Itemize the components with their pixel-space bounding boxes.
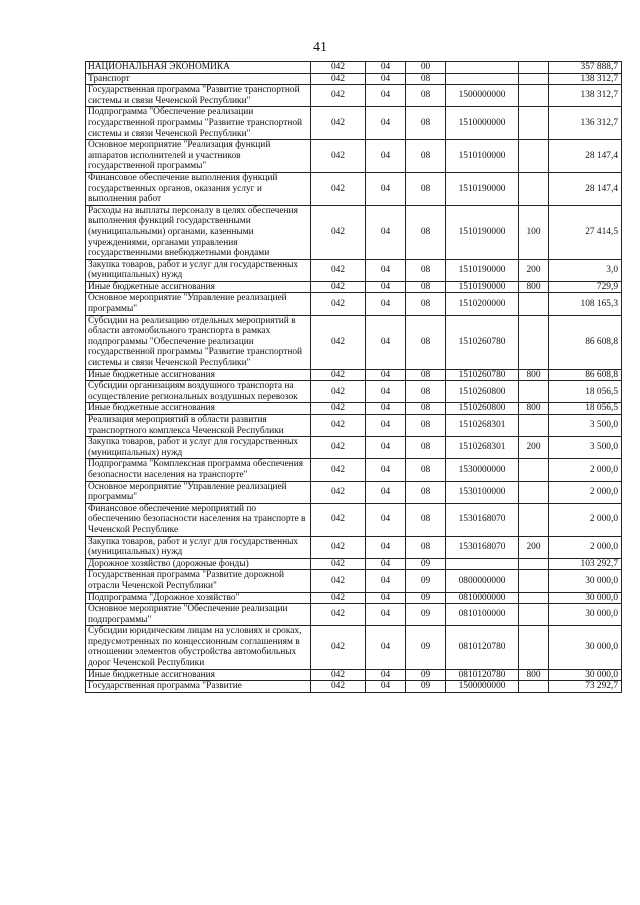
target-article-cell: 1510200000: [446, 293, 519, 315]
section-code-cell: 04: [366, 62, 406, 74]
item-name-cell: Субсидии на реализацию отдельных мероприятий в области автомобильного транспорта в рамках подпрограммы "Обеспечение реализации государственной программы "Развитие транспортной системы и связи Чеченской Республики": [86, 315, 311, 369]
item-name-cell: Иные бюджетные ассигнования: [86, 369, 311, 381]
table-row: [86, 259, 622, 281]
target-article-cell: 1530000000: [446, 459, 519, 481]
subsection-code-cell: 08: [406, 503, 446, 536]
ministry-code-cell: 042: [311, 626, 366, 669]
target-article-cell: 0810120780: [446, 626, 519, 669]
amount-cell: 73 292,7: [549, 681, 622, 693]
section-code-cell: 04: [366, 315, 406, 369]
section-code-cell: 04: [366, 259, 406, 281]
table-row: [86, 592, 622, 604]
table-row: [86, 172, 622, 205]
amount-cell: 86 608,8: [549, 369, 622, 381]
subsection-code-cell: 08: [406, 481, 446, 503]
item-name-cell: Закупка товаров, работ и услуг для государственных (муниципальных) нужд: [86, 437, 311, 459]
page-number: 41: [313, 40, 327, 55]
item-name-cell: Государственная программа "Развитие транспортной системы и связи Чеченской Республики": [86, 85, 311, 107]
expense-type-cell: [519, 381, 549, 403]
amount-cell: 30 000,0: [549, 626, 622, 669]
amount-cell: 729,9: [549, 281, 622, 293]
target-article-cell: 1510260800: [446, 381, 519, 403]
section-code-cell: 04: [366, 172, 406, 205]
ministry-code-cell: 042: [311, 172, 366, 205]
table-row: [86, 604, 622, 626]
table-row: [86, 281, 622, 293]
section-code-cell: 04: [366, 558, 406, 570]
ministry-code-cell: 042: [311, 73, 366, 85]
section-code-cell: 04: [366, 536, 406, 558]
section-code-cell: 04: [366, 481, 406, 503]
table-row: [86, 570, 622, 592]
target-article-cell: 1510190000: [446, 281, 519, 293]
ministry-code-cell: 042: [311, 381, 366, 403]
ministry-code-cell: 042: [311, 281, 366, 293]
subsection-code-cell: 09: [406, 558, 446, 570]
subsection-code-cell: 09: [406, 626, 446, 669]
target-article-cell: 1530100000: [446, 481, 519, 503]
section-code-cell: 04: [366, 503, 406, 536]
section-code-cell: 04: [366, 403, 406, 415]
ministry-code-cell: 042: [311, 459, 366, 481]
target-article-cell: 1510100000: [446, 140, 519, 173]
amount-cell: 27 414,5: [549, 205, 622, 259]
ministry-code-cell: 042: [311, 62, 366, 74]
subsection-code-cell: 08: [406, 415, 446, 437]
amount-cell: 103 292,7: [549, 558, 622, 570]
expense-type-cell: [519, 592, 549, 604]
item-name-cell: Основное мероприятие "Управление реализацией программы": [86, 293, 311, 315]
subsection-code-cell: 08: [406, 281, 446, 293]
table-row: [86, 503, 622, 536]
section-code-cell: 04: [366, 107, 406, 140]
ministry-code-cell: 042: [311, 205, 366, 259]
expense-type-cell: [519, 85, 549, 107]
item-name-cell: Расходы на выплаты персоналу в целях обеспечения выполнения функций государственными (муниципальными) органами, казенными учреждениями, органами управления государственными внебюджетными фондами: [86, 205, 311, 259]
item-name-cell: НАЦИОНАЛЬНАЯ ЭКОНОМИКА: [86, 62, 311, 74]
subsection-code-cell: 08: [406, 437, 446, 459]
amount-cell: 2 000,0: [549, 481, 622, 503]
ministry-code-cell: 042: [311, 536, 366, 558]
expense-type-cell: [519, 570, 549, 592]
target-article-cell: 1510268301: [446, 415, 519, 437]
expense-type-cell: 800: [519, 669, 549, 681]
target-article-cell: 1530168070: [446, 536, 519, 558]
target-article-cell: 0810100000: [446, 604, 519, 626]
subsection-code-cell: 08: [406, 293, 446, 315]
target-article-cell: 1500000000: [446, 681, 519, 693]
section-code-cell: 04: [366, 140, 406, 173]
expense-type-cell: 200: [519, 536, 549, 558]
subsection-code-cell: 08: [406, 315, 446, 369]
amount-cell: 28 147,4: [549, 172, 622, 205]
section-code-cell: 04: [366, 604, 406, 626]
target-article-cell: 0800000000: [446, 570, 519, 592]
target-article-cell: 1510190000: [446, 259, 519, 281]
item-name-cell: Субсидии юридическим лицам на условиях и сроках, предусмотренных по концессионным соглашениям в отношении элементов обустройства автомобильных дорог Чеченской Республики: [86, 626, 311, 669]
expense-type-cell: 800: [519, 281, 549, 293]
table-row: [86, 140, 622, 173]
section-code-cell: 04: [366, 669, 406, 681]
amount-cell: 30 000,0: [549, 570, 622, 592]
item-name-cell: Подпрограмма "Обеспечение реализации государственной программы "Развитие транспортной системы и связи Чеченской Республики": [86, 107, 311, 140]
target-article-cell: 0810120780: [446, 669, 519, 681]
expense-type-cell: 800: [519, 403, 549, 415]
item-name-cell: Транспорт: [86, 73, 311, 85]
target-article-cell: 1510268301: [446, 437, 519, 459]
subsection-code-cell: 08: [406, 536, 446, 558]
section-code-cell: 04: [366, 73, 406, 85]
ministry-code-cell: 042: [311, 107, 366, 140]
amount-cell: 108 165,3: [549, 293, 622, 315]
expense-type-cell: [519, 481, 549, 503]
section-code-cell: 04: [366, 205, 406, 259]
expense-type-cell: [519, 293, 549, 315]
item-name-cell: Подпрограмма "Дорожное хозяйство": [86, 592, 311, 604]
section-code-cell: 04: [366, 459, 406, 481]
table-row: [86, 415, 622, 437]
expense-type-cell: [519, 459, 549, 481]
expense-type-cell: 100: [519, 205, 549, 259]
item-name-cell: Основное мероприятие "Управление реализацией программы": [86, 481, 311, 503]
section-code-cell: 04: [366, 437, 406, 459]
subsection-code-cell: 09: [406, 570, 446, 592]
amount-cell: 3 500,0: [549, 415, 622, 437]
target-article-cell: 1510000000: [446, 107, 519, 140]
amount-cell: 357 888,7: [549, 62, 622, 74]
amount-cell: 2 000,0: [549, 459, 622, 481]
section-code-cell: 04: [366, 626, 406, 669]
item-name-cell: Финансовое обеспечение мероприятий по обеспечению безопасности населения на транспорте в Чеченской Республике: [86, 503, 311, 536]
table-row: [86, 536, 622, 558]
expense-type-cell: [519, 62, 549, 74]
subsection-code-cell: 09: [406, 669, 446, 681]
amount-cell: 138 312,7: [549, 85, 622, 107]
expense-type-cell: 200: [519, 259, 549, 281]
expense-type-cell: [519, 172, 549, 205]
item-name-cell: Закупка товаров, работ и услуг для государственных (муниципальных) нужд: [86, 259, 311, 281]
table-row: [86, 669, 622, 681]
amount-cell: 2 000,0: [549, 536, 622, 558]
section-code-cell: 04: [366, 293, 406, 315]
target-article-cell: 1500000000: [446, 85, 519, 107]
subsection-code-cell: 08: [406, 459, 446, 481]
target-article-cell: 1510260780: [446, 315, 519, 369]
table-row: [86, 315, 622, 369]
subsection-code-cell: 08: [406, 172, 446, 205]
subsection-code-cell: 09: [406, 604, 446, 626]
expense-type-cell: 200: [519, 437, 549, 459]
section-code-cell: 04: [366, 281, 406, 293]
amount-cell: 30 000,0: [549, 669, 622, 681]
target-article-cell: 1510260780: [446, 369, 519, 381]
item-name-cell: Иные бюджетные ассигнования: [86, 403, 311, 415]
ministry-code-cell: 042: [311, 503, 366, 536]
item-name-cell: Реализация мероприятий в области развития транспортного комплекса Чеченской Республики: [86, 415, 311, 437]
table-row: [86, 403, 622, 415]
subsection-code-cell: 08: [406, 205, 446, 259]
subsection-code-cell: 08: [406, 381, 446, 403]
budget-table-body: [86, 62, 622, 693]
table-row: [86, 293, 622, 315]
item-name-cell: Иные бюджетные ассигнования: [86, 669, 311, 681]
amount-cell: 28 147,4: [549, 140, 622, 173]
target-article-cell: [446, 558, 519, 570]
section-code-cell: 04: [366, 415, 406, 437]
expense-type-cell: [519, 140, 549, 173]
target-article-cell: 1530168070: [446, 503, 519, 536]
target-article-cell: [446, 62, 519, 74]
table-row: [86, 459, 622, 481]
ministry-code-cell: 042: [311, 669, 366, 681]
target-article-cell: 1510260800: [446, 403, 519, 415]
table-row: [86, 107, 622, 140]
section-code-cell: 04: [366, 592, 406, 604]
subsection-code-cell: 08: [406, 73, 446, 85]
section-code-cell: 04: [366, 369, 406, 381]
ministry-code-cell: 042: [311, 681, 366, 693]
section-code-cell: 04: [366, 681, 406, 693]
table-row: [86, 437, 622, 459]
item-name-cell: Закупка товаров, работ и услуг для государственных (муниципальных) нужд: [86, 536, 311, 558]
item-name-cell: Финансовое обеспечение выполнения функций государственных органов, оказания услуг и выполнения работ: [86, 172, 311, 205]
subsection-code-cell: 08: [406, 85, 446, 107]
item-name-cell: Иные бюджетные ассигнования: [86, 281, 311, 293]
section-code-cell: 04: [366, 570, 406, 592]
item-name-cell: Государственная программа "Развитие дорожной отрасли Чеченской Республики": [86, 570, 311, 592]
table-row: [86, 681, 622, 693]
table-row: [86, 481, 622, 503]
ministry-code-cell: 042: [311, 403, 366, 415]
target-article-cell: 1510190000: [446, 172, 519, 205]
item-name-cell: Дорожное хозяйство (дорожные фонды): [86, 558, 311, 570]
section-code-cell: 04: [366, 381, 406, 403]
section-code-cell: 04: [366, 85, 406, 107]
amount-cell: 136 312,7: [549, 107, 622, 140]
ministry-code-cell: 042: [311, 85, 366, 107]
expense-type-cell: [519, 73, 549, 85]
target-article-cell: [446, 73, 519, 85]
item-name-cell: Субсидии организациям воздушного транспорта на осуществление региональных воздушных перевозок: [86, 381, 311, 403]
expense-type-cell: 800: [519, 369, 549, 381]
subsection-code-cell: 08: [406, 107, 446, 140]
table-row: [86, 381, 622, 403]
item-name-cell: Основное мероприятие "Обеспечение реализации подпрограммы": [86, 604, 311, 626]
ministry-code-cell: 042: [311, 570, 366, 592]
item-name-cell: Подпрограмма "Комплексная программа обеспечения безопасности населения на транспорте": [86, 459, 311, 481]
expense-type-cell: [519, 604, 549, 626]
ministry-code-cell: 042: [311, 259, 366, 281]
amount-cell: 86 608,8: [549, 315, 622, 369]
ministry-code-cell: 042: [311, 592, 366, 604]
expense-type-cell: [519, 503, 549, 536]
ministry-code-cell: 042: [311, 369, 366, 381]
subsection-code-cell: 08: [406, 369, 446, 381]
amount-cell: 30 000,0: [549, 592, 622, 604]
target-article-cell: 0810000000: [446, 592, 519, 604]
subsection-code-cell: 09: [406, 681, 446, 693]
ministry-code-cell: 042: [311, 437, 366, 459]
expense-type-cell: [519, 626, 549, 669]
expense-type-cell: [519, 315, 549, 369]
budget-table: [85, 61, 622, 693]
table-row: [86, 205, 622, 259]
table-row: [86, 558, 622, 570]
expense-type-cell: [519, 558, 549, 570]
subsection-code-cell: 08: [406, 403, 446, 415]
ministry-code-cell: 042: [311, 558, 366, 570]
table-row: [86, 626, 622, 669]
ministry-code-cell: 042: [311, 604, 366, 626]
amount-cell: 138 312,7: [549, 73, 622, 85]
amount-cell: 18 056,5: [549, 403, 622, 415]
target-article-cell: 1510190000: [446, 205, 519, 259]
ministry-code-cell: 042: [311, 293, 366, 315]
amount-cell: 3 500,0: [549, 437, 622, 459]
table-row: [86, 62, 622, 74]
subsection-code-cell: 09: [406, 592, 446, 604]
expense-type-cell: [519, 681, 549, 693]
table-row: [86, 369, 622, 381]
amount-cell: 30 000,0: [549, 604, 622, 626]
ministry-code-cell: 042: [311, 140, 366, 173]
subsection-code-cell: 08: [406, 140, 446, 173]
ministry-code-cell: 042: [311, 315, 366, 369]
item-name-cell: Основное мероприятие "Реализация функций аппаратов исполнителей и участников государственной программы": [86, 140, 311, 173]
subsection-code-cell: 08: [406, 259, 446, 281]
subsection-code-cell: 00: [406, 62, 446, 74]
table-row: [86, 85, 622, 107]
ministry-code-cell: 042: [311, 415, 366, 437]
amount-cell: 3,0: [549, 259, 622, 281]
table-row: [86, 73, 622, 85]
amount-cell: 2 000,0: [549, 503, 622, 536]
expense-type-cell: [519, 415, 549, 437]
expense-type-cell: [519, 107, 549, 140]
ministry-code-cell: 042: [311, 481, 366, 503]
amount-cell: 18 056,5: [549, 381, 622, 403]
item-name-cell: Государственная программа "Развитие: [86, 681, 311, 693]
